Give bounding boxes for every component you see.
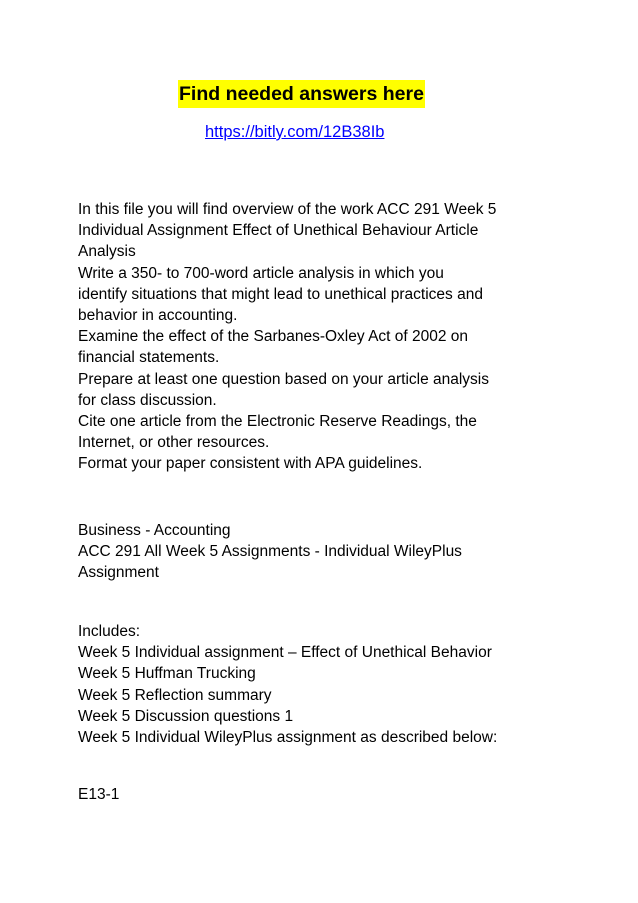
includes-item: Week 5 Discussion questions 1 bbox=[78, 707, 294, 725]
includes-section bbox=[78, 621, 568, 748]
includes-heading: Includes: bbox=[78, 623, 141, 640]
category-section bbox=[78, 520, 568, 584]
assignment-description bbox=[78, 199, 568, 475]
category-label: Business - Accounting bbox=[78, 522, 231, 539]
description-line: identify situations that might lead to unethical practices and bbox=[78, 285, 483, 303]
includes-item: Week 5 Individual WileyPlus assignment as described below: bbox=[78, 729, 498, 747]
description-line: Analysis bbox=[78, 243, 136, 261]
exercise-section bbox=[78, 784, 568, 805]
description-line: behavior in accounting. bbox=[78, 307, 238, 325]
includes-item: Week 5 Individual assignment – Effect of Unethical Behavior bbox=[78, 644, 492, 662]
answers-link[interactable]: https://bitly.com/12B38Ib bbox=[205, 123, 385, 141]
description-line: Individual Assignment Effect of Unethical Behaviour Article bbox=[78, 222, 479, 240]
exercise-code: E13-1 bbox=[78, 786, 120, 803]
description-line: Internet, or other resources. bbox=[78, 434, 270, 452]
description-line: for class discussion. bbox=[78, 391, 217, 409]
description-line: Examine the effect of the Sarbanes-Oxley Act of 2002 on bbox=[78, 328, 469, 346]
includes-item: Week 5 Reflection summary bbox=[78, 686, 272, 704]
description-line: financial statements. bbox=[78, 349, 220, 367]
description-line: In this file you will find overview of the work ACC 291 Week 5 bbox=[78, 201, 497, 218]
includes-item: Week 5 Huffman Trucking bbox=[78, 665, 256, 683]
description-line: Cite one article from the Electronic Reserve Readings, the bbox=[78, 413, 477, 431]
assignment-title: ACC 291 All Week 5 Assignments - Individual WileyPlus bbox=[78, 543, 462, 561]
description-line: Prepare at least one question based on your article analysis bbox=[78, 370, 489, 388]
page-title: Find needed answers here bbox=[178, 80, 425, 108]
description-line: Write a 350- to 700-word article analysis in which you bbox=[78, 264, 444, 282]
description-line: Format your paper consistent with APA guidelines. bbox=[78, 455, 423, 473]
assignment-title-continued: Assignment bbox=[78, 564, 159, 582]
